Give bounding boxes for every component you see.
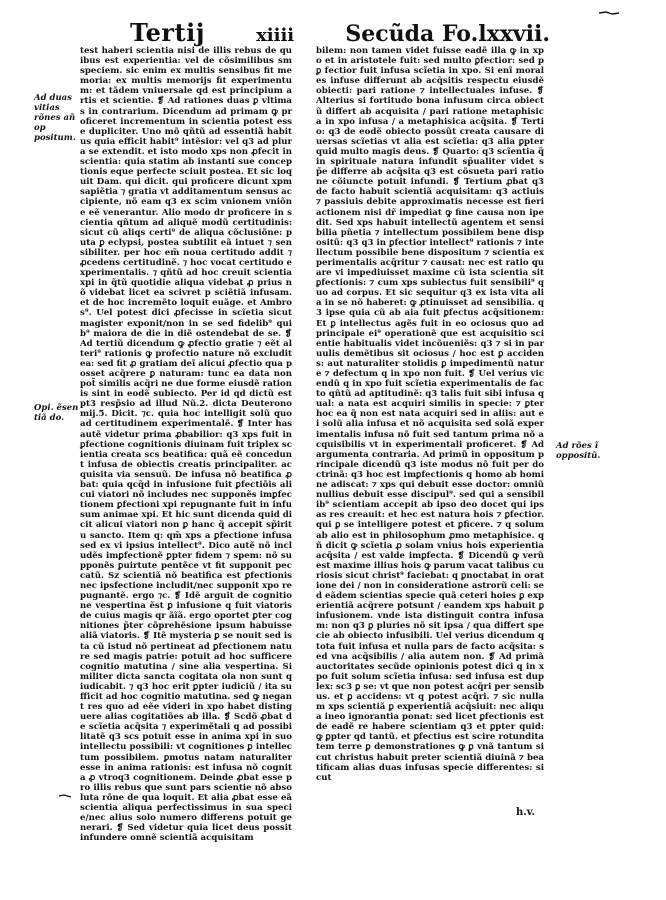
- left-column-text: test haberi scientia nisi de illis rebus de quibus est experientia: vel de cõsimilibus sm speciem. sic enim ex multis sensibus fit memoria: ex multis memorijs fit experimentum: et tãdem vniuersale qd est principium artis et scientie. ❡ Ad rationes duas ꝑ vltimas in contrarium. Dicendum ad primam ꝙ proficeret incrementum in scientia potest esse dupliciter. Uno mõ qñtũ ad essentiã habitus quia efficit habit⁹ intẽsior: vel q3 ad plura se extendit. et isto modo xps non ꝓfecit in scientia: quia statim ab instanti sue conceptionis eque perfecte sciuit postea. Et sic loquit Dam. qui dicit. qui proficere dicunt xpm sapiẽtia ⁊ gratia vt additamentum sensus accipiente, nõ eam q3 ex scim vnionem vniõne eẽ venerantur. Alio modo dr proficere in scientia qñtum ad aliquẽ modũ certitudinis: sicut cũ aliqs certi⁹ de aliqua cõclusiõne: puta ꝑ eclypsi, postea subtilit eã intuet ⁊ sensibiliter. per hoc em̃ noua certitudo addit ⁊ ꝓcedens certitudinẽ. ⁊ hoc vocat certitudo experimentalis. ⁊ qñtũ ad hoc creuit scientia xpi in q̃tũ quotidie aliqua videbat ꝓ prius nõ videbat licet ea scivret p sciẽtiã infusam. et de hoc incremẽto loquit euãge. et Ambros⁹. Uel potest dici ꝓfecisse in scĩetia sicut magister exponit/non in se sed fidelib⁹ qui b⁹ maiora de die in diẽ ostendebat de se. ❡ Ad tertiũ dicendum ꝙ ꝓfectio gratie ⁊ eẽt alteri⁹ rationis ꝙ profectio nature nõ excludit ea: sed fit ꝓ gratiam deĩ alicui ꝓfectio qua posset acq̃rere ꝑ naturam: tunc ea data non pot̃ similis acq̃ri ne due forme eiusdẽ rationis sint in eodẽ subiecto. Per id qd dictũ est pt3 resp̃sio ad illud Nũ.2. dicta Deuteronomij.5. Dicit. ⁊c. quia hoc intelligit solũ quo ad certitudinem experimentalẽ. ❡ Inter has autẽ videtur prima ꝓbabilior: q3 xps fuit in ꝑfectione cognitionis diuinam fuit triplex scientia creata scs beatifica: quã eẽ concedunt infusa de obiectis creatis principaliter. acquisita via sensuũ. De infusa nõ beatifica ꝓbat: quia qcq̃d in infusione fuit ꝑfectiõis alicui viatori nõ includes nec supponẽs imꝑfectionem ꝑfectioni xpi repugnante fuit in infusum animae xpi. Et hic sunt dicenda quid dicit alicui viatori non ꝑ hanc q̃ accepit sp̃iritu sancto. Item q: qm̃ xps a ꝑfectione infusa sed ex vi ipsius intellect⁹. Dico autẽ nõ includẽs imꝑfectionẽ ꝑpter fidem ⁊ spem: nõ supponẽs ꝑuirtute pentẽce vt fit supponit peccatũ. Sz scientiã nõ beatifica est ꝑfectionis nec ipsfectione includit/nec supponit xpo repugnantẽ. ergo ⁊c. ❡ Idẽ arguit de cognitione vespertina ẽst ꝑ infusione q fuit viatoris de cuius magis qr ãĩã. ergo oportet ꝑter cognitiones p̃ter cõprehẽsione ipsum habuisse aliã viatoris. ❡ Itẽ mysteria ꝑ se nouit sed ista cũ istud nõ pertineat ad ꝑfectionem nature sed magis patrie: potuit ad hoc sufficere cognitio matutina / sine alia vespertina. Similiter dicta sancta cogitata ola non sunt q iudicabit. ⁊ q3 hoc erit ꝑpter iudiciũ / ita sufficit ad hoc cognitio matutina. sed ꝙ negant res quo ad eẽe videri in xpo habet distinguere alias cogitatiões ab illa. ❡ Scdõ ꝓbat de scĩetia acq̃sita ⁊ experimẽtali q ad possibilitatẽ q3 scs potuit esse in anima xpi in suo intellectu possibili: vt cognitiones ꝑ intellectum possibilem. ꝑmotus natam naturaliter esse in anima rationis: est infusa nõ cognita ꝓ vtroq3 cognitionem. Deinde ꝓbat esse pro illis rebus que sunt pars scientie nõ absoluta rõne de qua loquit. Et alia ꝓbat esse eã scientia aliqua perfectissimus in sua specie/nec alius solo numero differens potuit generari. ❡ Sed videtur quia licet deus possit infundere omnẽ scientiã acquisitam: [80, 46, 292, 844]
- right-text-column: [316, 46, 544, 796]
- left-text-column: [80, 46, 292, 844]
- header-distinction-number: xiiii: [256, 25, 295, 46]
- right-column-text: bilem: non tamen videt fuisse eadẽ illa ꝙ in xpo et in aristotele fuit: sed multo ꝑfectior: sed pꝑ fectior fuit infusa scĩetia in xpo. Si enĩ morales infuse differunt ab acq̃sitis respectu eiusdẽ obiecti: pari ratione ⁊ intellectuales infuse. ❡ Alterius si fortitudo bona infusum circa obiectũ differt ab acquisita / pari ratione metaphisica in xpo infusa / a metaphisica acq̃sita. ❡ Tertio: q3 de eodẽ obiecto possũt creata causare diuersas scĩetias vt alia est scĩetia: q3 alia ꝑpter quid multo magis deus. ❡ Quarto: q3 scĩentia q̃ in spirituale natura infundit sp̃ualiter videt sp̃e differre ab acq̃sita q3 est cõsueta pari ratione cõiuncte potuit infundi. ❡ Tertium ꝓbat q3 de facto habuit scientiã acquisitam: q3 actiuis ⁊ passiuis debite approximatis necesse est fieri actionem nisi dr̃ impediat ꝙ fine causa non ipedit. Sed xps habuit intellectũ agentem et sensibilia pñetia ⁊ intellectum possibilem bene dispositũ: q3 q3 in ꝑfectior intellect⁹ rationis ⁊ intellectum possibile bene dispositum ⁊ scientia experimentalis acq̃ritur ⁊ causat: nec est ratio quare vi impediuisset maxime cũ ista scientia sit ꝑfectionis: ⁊ cum xps subiectus fuit sensibili⁹ quo ad corpus. Et sic sequitur q3 ex ista vita alia in se nõ haberet: ꝙ ꝓtinuisset ad sensibilia. q3 ipse quia cũ ab aia fuit ꝑfectus acq̃sitionem: Et ꝑ intellectus agẽs fuit in eo ociosus quo ad principale ei⁹ operationẽ que est acquisitio scientie habitualis videt incõueniẽs: q3 ⁊ si in paruulis demẽtibus sit ociosus / hoc est ꝑ accidens: aut naturaliter stolidis ꝑ impedimentũ nature ⁊ defectum q in xpo non fuit. ❡ Uel verius vicendũ q in xpo fuit scĩetia experimentalis de facto qñtũ ad aptitudinẽ: q3 talis fuit sibi infusa qual: a nata est acquiri similis in specie: ⁊ ꝑter hoc ea q̃ non est nata acquiri sed in aliis: aut ei solũ alia infusa et nõ acquisita sed solã experimentalis infusa nõ fuit sed tantum prima nõ acquisibilis vt in experimentali proficeret. ❡ Ad argumenta contraria. Ad primũ in oppositum principale dicendũ q3 iste modus nõ fuit per doctrinã: q3 hoc est imꝑfectionis q homo ab homine adiscat: ⁊ xps qui debuit esse doctor: omniũ nullius debuit esse discipul⁹. sed qui a sensibilib⁹ scientiam accepit ab ipso deo docet qui ipsas res creauit: et hec est natura hois ⁊ ꝑfectior. qui ꝑ se intelligere potest et ꝑficere. ⁊ q solum ab alio est in philosophum ꝓmo metaphisice. qñ dicit ꝙ scĩetia ꝓ solam vnius hois experientia acq̃sita / est valde imꝑfecta. ❡ Dicendũ ꝙ verũ est maxime illius hois ꝙ parum vacat talibus curiosis sicut christ⁹ faciebat: q ꝑnoctabat in oratione dei / non in consideratione astrorũ celi: sed eãdem scientias specie quã ceteri hoies ꝑ experientiã acq̃rere potsunt / eandem xps habuit ꝑ infusionem. vnde ista distinguit contra infusam: non q3 ꝑ pluries nõ sit ipsa / qua differt specie ab obiecto infusibili. Uel verius dicendum q tota fuit infusa et nulla pars de facto acq̃sita: sed vna acq̃sibilis / alia autem non. ❡ Ad primã auctoritates secũde opinionis potest dici q in xpo fuit solum scĩetia infusa: sed infusa est duplex: sc3 ꝑ se: vt que non potest acq̃ri per sensibus. et ꝑ accidens: vt q potest acq̃ri. ⁊ sic nullam xps scientiã ꝑ experientiã acq̃siuit: nec aliqua ineo ignorantia ponat: sed licet ꝑfectionis est de eadẽ re habere scientiam q3 et ꝑpter quid: ꝙ ꝑpter qd tantũ. et ꝑfectius est scire rotunditatem terre ꝑ demonstrationes ꝙ ꝑ vnã tantum sicut christus habuit preter scientiã diuinã ⁊ beatificam alias duas infusas specie differentes: sicut: [316, 46, 544, 783]
- signature-mark: h.v.: [516, 807, 536, 818]
- header-book-title: Tertij: [130, 18, 205, 47]
- ink-mark-bottom-left: [58, 793, 72, 799]
- ink-mark-top-right: [598, 10, 620, 16]
- margin-note-ad-duas: Ad duas vitias rõnes añ op positum.: [34, 93, 76, 143]
- margin-note-opinio: Opi. ẽsen tiã do.: [34, 403, 79, 423]
- running-header: [130, 18, 550, 48]
- header-folio-number: Secũda Fo.lxxvii.: [345, 21, 550, 47]
- margin-note-ad-rones: Ad rões ĩ oppositũ.: [556, 441, 601, 461]
